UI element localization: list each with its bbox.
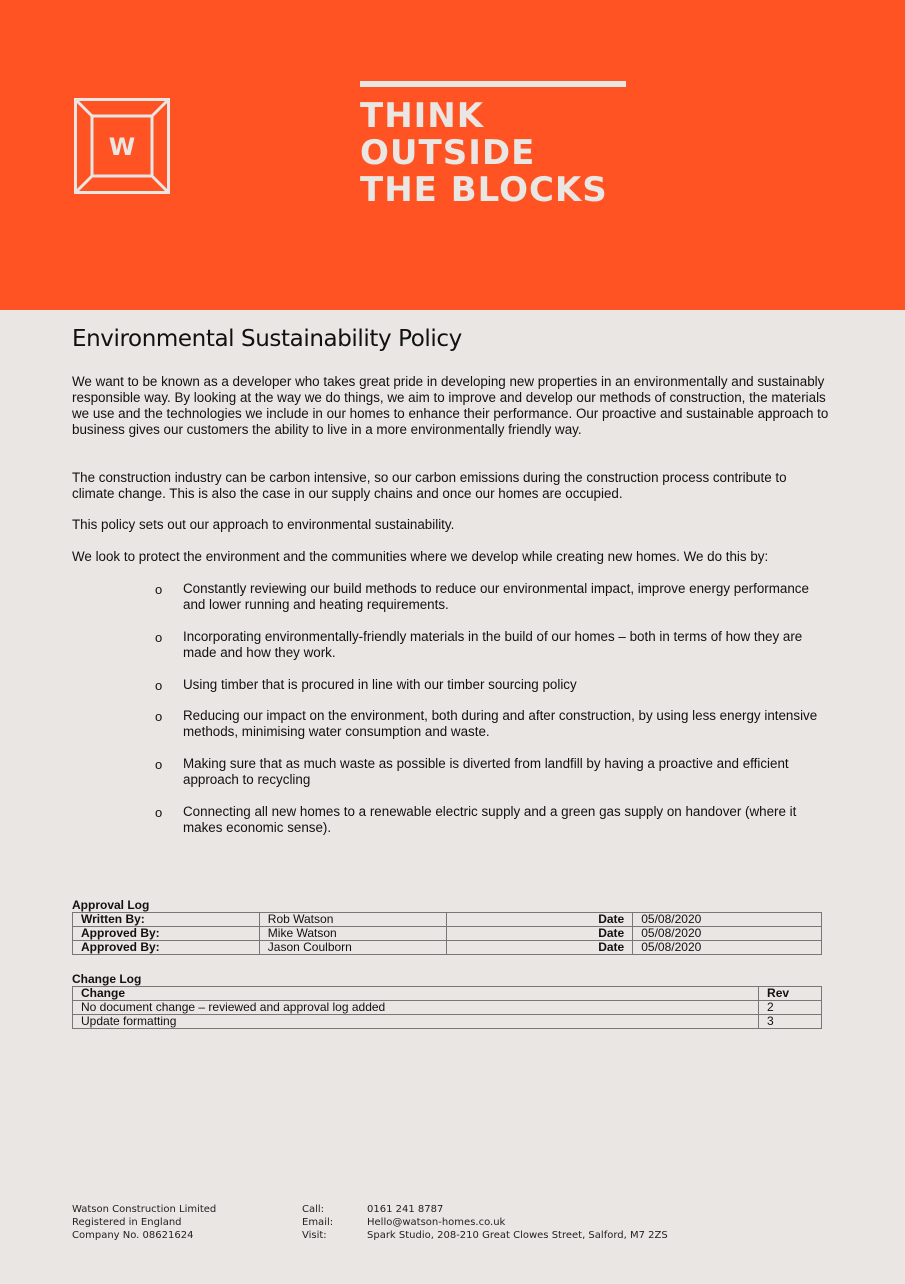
tagline-line: THE BLOCKS (360, 170, 608, 210)
change-rev: 3 (759, 1015, 822, 1029)
email-address[interactable]: Hello@watson-homes.co.uk (367, 1217, 506, 1228)
intro-paragraph: We want to be known as a developer who takes great pride in developing new properties in an environmentally and sustainably responsible way. By looking at the way we do things, we aim to improve and develop our methods of construction, the materials we use and the technologies we include in our homes to enhance their performance. Our proactive and sustainable approach to business gives our customers the ability to live in a more environmentally friendly way. (72, 374, 829, 437)
table-header-row (73, 987, 822, 1001)
approval-date: 05/08/2020 (633, 927, 822, 941)
phone-number: 0161 241 8787 (367, 1204, 444, 1215)
footer-contact-labels (302, 1203, 333, 1242)
email-label: Email: (302, 1217, 334, 1228)
approval-log-table (72, 912, 822, 955)
list-item-text: Constantly reviewing our build methods to reduce our environmental impact, improve energy performance and lower running and heating requirements. (183, 581, 809, 612)
approval-date: 05/08/2020 (633, 913, 822, 927)
change-log-label: Change Log (72, 972, 142, 986)
tagline (360, 98, 608, 209)
list-item-text: Incorporating environmentally-friendly materials in the build of our homes – both in terms of how they are made and how they work. (183, 629, 803, 660)
bullet-mark: o (155, 630, 163, 645)
footer-contact-values (367, 1203, 668, 1242)
table-row (73, 941, 822, 955)
change-column-header: Change (73, 987, 759, 1001)
bullet-mark: o (155, 582, 163, 597)
tagline-line: OUTSIDE (360, 133, 536, 173)
approval-name: Jason Coulborn (259, 941, 446, 955)
table-row (73, 1015, 822, 1029)
bullet-mark: o (155, 709, 163, 724)
change-description: Update formatting (73, 1015, 759, 1029)
page-title: Environmental Sustainability Policy (72, 326, 462, 352)
approval-role: Approved By: (73, 941, 260, 955)
list-item-text: Using timber that is procured in line with our timber sourcing policy (183, 677, 577, 692)
watson-logo-icon (74, 98, 170, 194)
rev-column-header: Rev (759, 987, 822, 1001)
change-rev: 2 (759, 1001, 822, 1015)
table-row (73, 913, 822, 927)
tagline-line: THINK (360, 96, 485, 136)
carbon-paragraph: The construction industry can be carbon intensive, so our carbon emissions during the construction process contribute to climate change. This is also the case in our supply chains and once our homes are occupied. (72, 470, 787, 501)
approval-log-label: Approval Log (72, 898, 150, 912)
bullet-mark: o (155, 678, 163, 693)
approval-date: 05/08/2020 (633, 941, 822, 955)
list-item-text: Reducing our impact on the environment, both during and after construction, by using less energy intensive methods, minimising water consumption and waste. (183, 708, 818, 739)
approval-name: Mike Watson (259, 927, 446, 941)
company-name: Watson Construction Limited (72, 1204, 217, 1215)
table-row (73, 1001, 822, 1015)
table-row (73, 927, 822, 941)
list-item-text: Connecting all new homes to a renewable electric supply and a green gas supply on handover (where it makes economic sense). (183, 804, 797, 835)
visit-label: Visit: (302, 1230, 327, 1241)
approval-date-label: Date (446, 913, 633, 927)
approval-name: Rob Watson (259, 913, 446, 927)
approach-paragraph: We look to protect the environment and the communities where we develop while creating new homes. We do this by: (72, 549, 769, 564)
header-banner (0, 0, 905, 310)
list-item-text: Making sure that as much waste as possible is diverted from landfill by having a proactive and efficient approach to recycling (183, 756, 789, 787)
change-description: No document change – reviewed and approval log added (73, 1001, 759, 1015)
tagline-bar (360, 81, 626, 87)
company-number: Company No. 08621624 (72, 1230, 194, 1241)
approval-role: Approved By: (73, 927, 260, 941)
footer-company (72, 1203, 216, 1242)
approval-date-label: Date (446, 927, 633, 941)
policy-paragraph: This policy sets out our approach to environmental sustainability. (72, 517, 455, 532)
company-registration: Registered in England (72, 1217, 182, 1228)
logo-letter: W (108, 133, 136, 161)
bullet-mark: o (155, 757, 163, 772)
change-log-table (72, 986, 822, 1029)
bullet-mark: o (155, 805, 163, 820)
visit-address: Spark Studio, 208-210 Great Clowes Street, Salford, M7 2ZS (367, 1230, 668, 1241)
call-label: Call: (302, 1204, 325, 1215)
approval-role: Written By: (73, 913, 260, 927)
approval-date-label: Date (446, 941, 633, 955)
